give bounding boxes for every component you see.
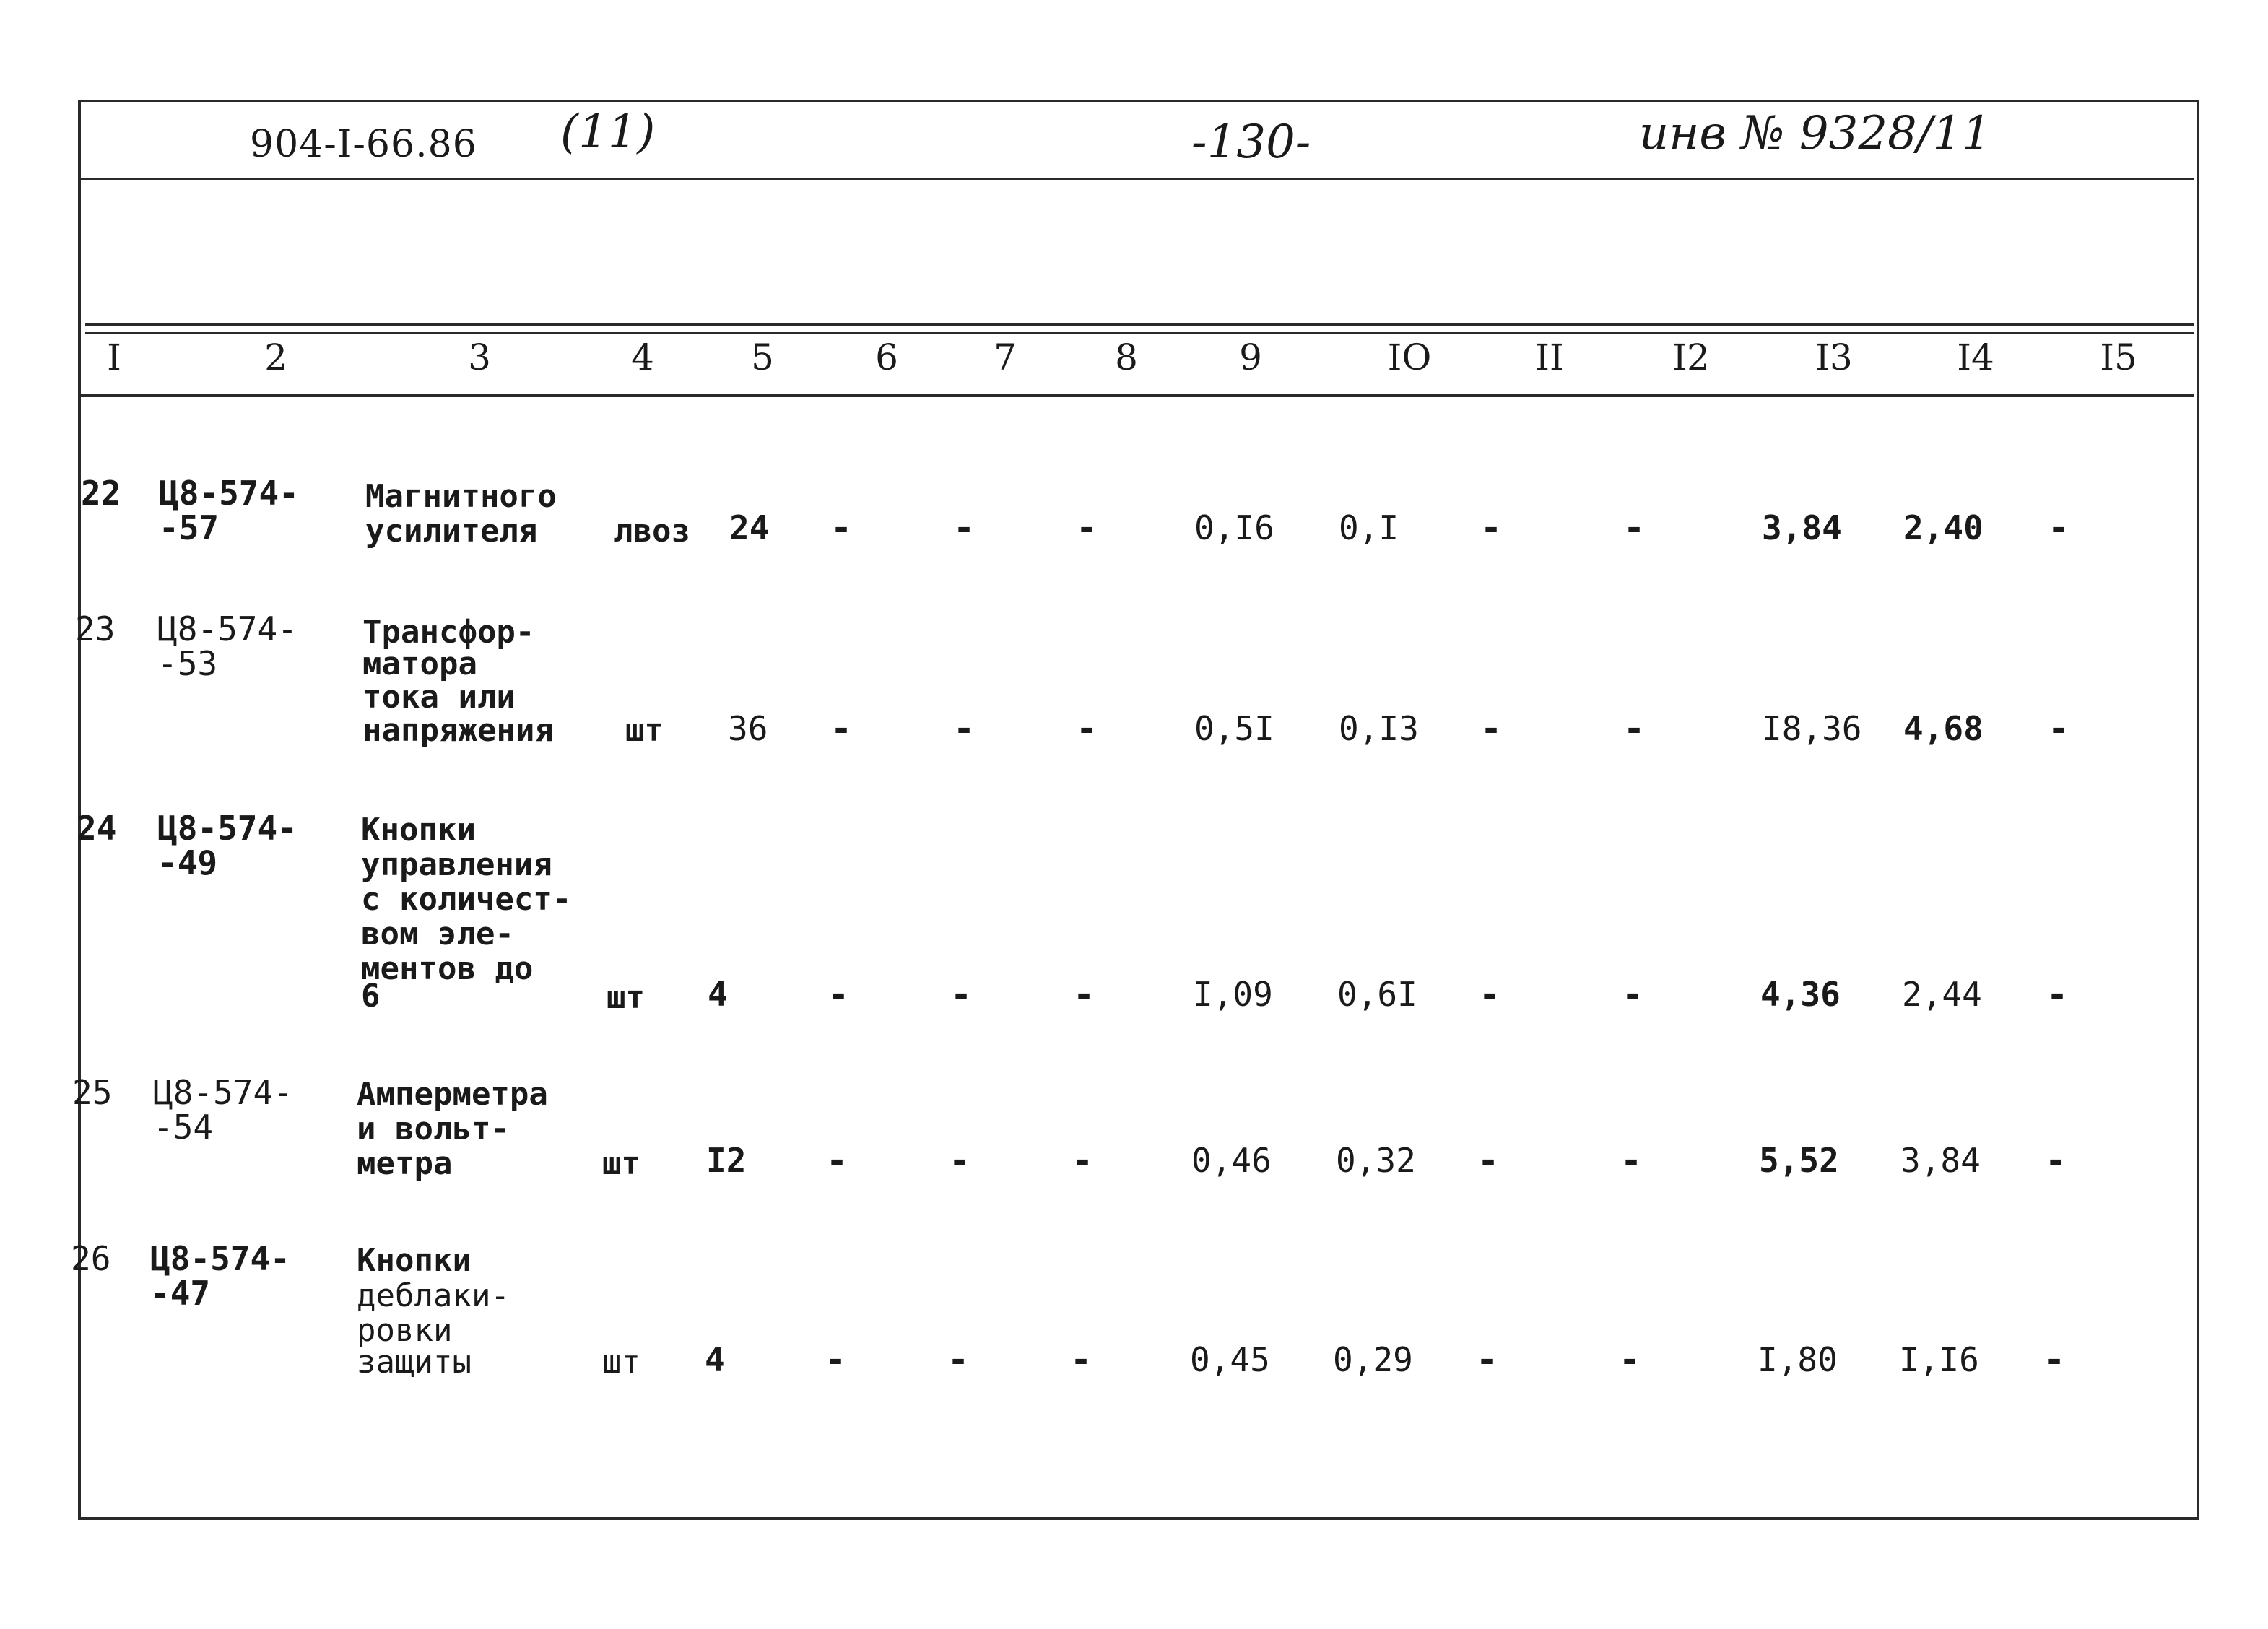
quantity: 4 <box>705 1340 725 1379</box>
cell-col6: - <box>830 507 853 549</box>
column-number: I <box>107 336 121 378</box>
position-code: Ц8-574- <box>153 1073 293 1112</box>
quantity: 36 <box>728 709 768 748</box>
column-number: I5 <box>2100 336 2137 378</box>
cell-col10: 0,32 <box>1336 1141 1416 1180</box>
item-name-line: матора <box>362 646 477 682</box>
column-number: 2 <box>264 336 287 378</box>
position-code-cont: -47 <box>150 1274 211 1313</box>
cell-col7: - <box>953 507 976 549</box>
cell-col14: 2,40 <box>1903 508 1984 547</box>
cell-col9: 0,5I <box>1194 709 1274 748</box>
cell-col13: 5,52 <box>1759 1141 1839 1180</box>
cell-col11: - <box>1480 708 1503 750</box>
cell-col7: - <box>947 1339 970 1381</box>
cell-col8: - <box>1076 708 1098 750</box>
cell-col10: 0,I <box>1339 508 1399 547</box>
cell-col11: - <box>1476 1339 1498 1381</box>
cell-col7: - <box>953 708 976 750</box>
column-header-bottom-rule <box>81 394 2194 397</box>
cell-col13: 3,84 <box>1762 508 1842 547</box>
position-code: Ц8-574- <box>150 1239 290 1278</box>
column-number: IO <box>1387 336 1432 378</box>
item-name-line: Трансфор- <box>362 614 535 651</box>
cell-col13: I,80 <box>1758 1340 1838 1379</box>
column-header-rule <box>85 323 2194 334</box>
cell-col7: - <box>950 973 973 1015</box>
item-name-line: вом эле- <box>361 916 514 952</box>
cell-col9: I,09 <box>1193 975 1273 1014</box>
unit: лвоз <box>614 513 690 549</box>
column-number: I3 <box>1815 336 1853 378</box>
position-code-cont: -49 <box>157 843 218 882</box>
cell-col14: I,I6 <box>1899 1340 1979 1379</box>
cell-col14: 2,44 <box>1902 975 1982 1014</box>
cell-col11: - <box>1480 507 1503 549</box>
item-name-line: защиты <box>357 1344 472 1381</box>
column-number: 9 <box>1239 336 1262 378</box>
column-number: I2 <box>1672 336 1710 378</box>
cell-col9: 0,I6 <box>1194 508 1274 547</box>
column-number: 5 <box>751 336 774 378</box>
cell-col12: - <box>1620 1139 1643 1181</box>
position-code-cont: -57 <box>159 508 220 547</box>
cell-col10: 0,29 <box>1333 1340 1413 1379</box>
row-number: 25 <box>72 1073 113 1112</box>
item-name-line: Кнопки <box>361 812 476 848</box>
row-number: 23 <box>75 609 116 648</box>
cell-col14: 3,84 <box>1900 1141 1981 1180</box>
position-code: Ц8-574- <box>157 809 297 848</box>
cell-col9: 0,45 <box>1190 1340 1270 1379</box>
sheet-number-handwritten: (11) <box>560 105 656 159</box>
cell-col8: - <box>1073 973 1095 1015</box>
cell-col6: - <box>827 973 850 1015</box>
item-name-line: напряжения <box>362 712 554 749</box>
position-code: Ц8-574- <box>157 609 297 648</box>
item-name-line: Магнитного <box>365 478 557 515</box>
inventory-number-handwritten: инв № 9328/11 <box>1639 107 1991 160</box>
position-code-cont: -54 <box>153 1108 214 1147</box>
unit: шт <box>602 1145 640 1182</box>
item-name-line: управления <box>361 846 552 883</box>
cell-col8: - <box>1072 1139 1094 1181</box>
page-number: -130- <box>1191 116 1311 169</box>
cell-col13: 4,36 <box>1760 975 1841 1014</box>
unit: шт <box>602 1344 640 1381</box>
cell-col11: - <box>1477 1139 1500 1181</box>
row-number: 26 <box>71 1239 111 1278</box>
cell-col6: - <box>826 1139 848 1181</box>
row-number: 22 <box>81 474 121 513</box>
cell-col15: - <box>2046 973 2069 1015</box>
cell-col11: - <box>1479 973 1501 1015</box>
column-number: 8 <box>1115 336 1138 378</box>
column-number: 4 <box>631 336 654 378</box>
item-name-line: Кнопки <box>357 1242 472 1279</box>
cell-col12: - <box>1622 973 1644 1015</box>
column-number: 6 <box>875 336 898 378</box>
cell-col9: 0,46 <box>1191 1141 1272 1180</box>
cell-col12: - <box>1623 708 1646 750</box>
column-number: 3 <box>468 336 491 378</box>
unit: шт <box>625 712 664 749</box>
document-code: 904-I-66.86 <box>250 123 477 166</box>
position-code: Ц8-574- <box>159 474 299 513</box>
item-name-line: с количест- <box>361 881 572 918</box>
cell-col12: - <box>1619 1339 1641 1381</box>
header-divider <box>81 178 2194 180</box>
cell-col10: 0,6I <box>1337 975 1417 1014</box>
position-code-cont: -53 <box>157 644 218 683</box>
cell-col6: - <box>830 708 853 750</box>
cell-col15: - <box>2048 708 2070 750</box>
column-number: 7 <box>994 336 1017 378</box>
item-name-line: 6 <box>361 978 381 1015</box>
cell-col12: - <box>1623 507 1646 549</box>
row-number: 24 <box>77 809 117 848</box>
item-name-line: метра <box>357 1145 453 1182</box>
item-name-line: и вольт- <box>357 1111 510 1147</box>
cell-col14: 4,68 <box>1903 709 1984 748</box>
cell-col15: - <box>2045 1139 2067 1181</box>
cell-col7: - <box>949 1139 971 1181</box>
item-name-line: ментов до <box>361 950 534 987</box>
item-name-line: деблаки- <box>357 1277 510 1314</box>
item-name-line: ровки <box>357 1312 453 1349</box>
unit: шт <box>607 979 645 1016</box>
cell-col8: - <box>1070 1339 1092 1381</box>
item-name-line: тока или <box>362 679 516 716</box>
cell-col6: - <box>825 1339 847 1381</box>
column-number: I4 <box>1957 336 1994 378</box>
cell-col13: I8,36 <box>1762 709 1862 748</box>
quantity: 24 <box>729 508 770 547</box>
item-name-line: Амперметра <box>357 1076 548 1113</box>
cell-col15: - <box>2043 1339 2066 1381</box>
item-name-line: усилителя <box>365 513 538 549</box>
cell-col15: - <box>2048 507 2070 549</box>
cell-col8: - <box>1076 507 1098 549</box>
quantity: I2 <box>706 1141 747 1180</box>
column-number: II <box>1535 336 1564 378</box>
cell-col10: 0,I3 <box>1339 709 1419 748</box>
quantity: 4 <box>708 975 728 1014</box>
